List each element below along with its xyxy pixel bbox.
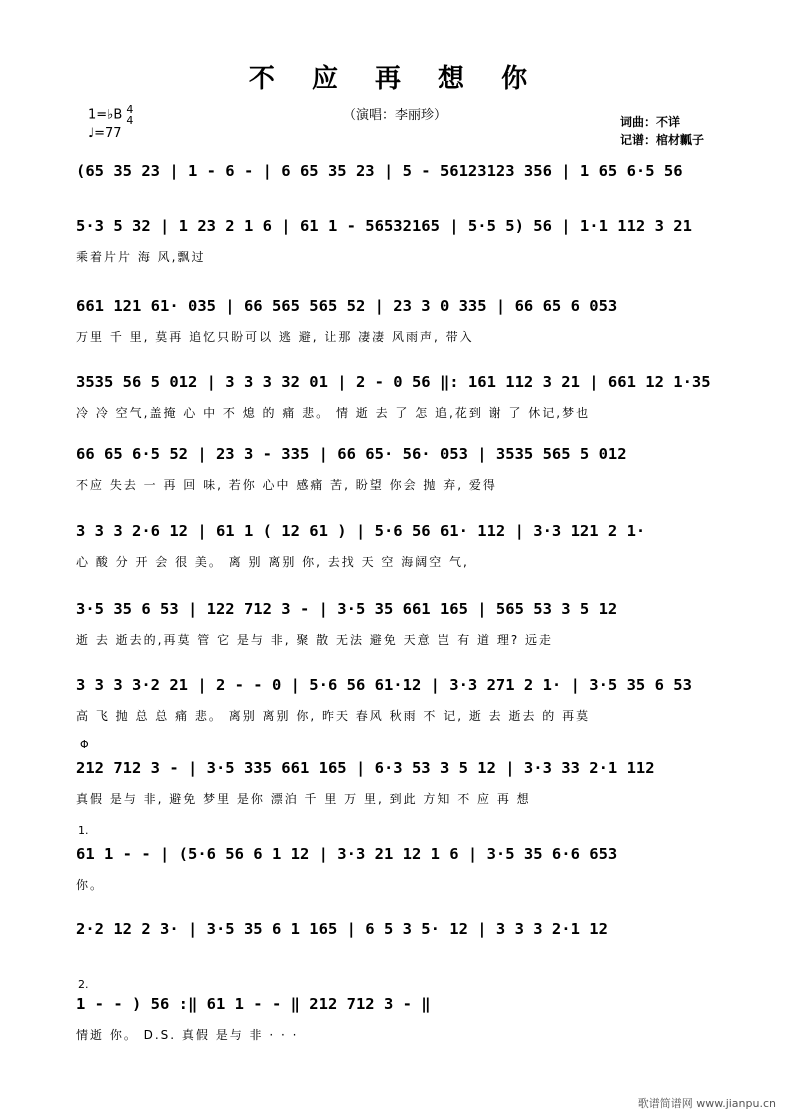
singer-credit: （演唱：李丽珍） — [342, 108, 447, 123]
page-title: 不 应 再 想 你 — [248, 64, 542, 94]
score-row — [76, 153, 726, 189]
notation-line: 2·2 12 2 3· | 3·5 35 6 1 165 | 6 5 3 5· 12 | 3 3 3 2·1 12 — [76, 920, 608, 938]
volta-2-mark: 2. — [78, 978, 89, 991]
score-row — [76, 986, 726, 1042]
score-row — [76, 288, 726, 344]
notation-line: 61 1 - - | (5·6 56 6 1 12 | 3·3 21 12 1 6 | 3·5 35 6·6 653 — [76, 845, 618, 863]
lyric-line: 高 飞 抛 总 总 痛 悲。 离别 离别 你, 昨天 春风 秋雨 不 记, 逝 去 逝去 的 再莫 — [76, 709, 591, 723]
key-prefix: 1= — [88, 107, 108, 123]
score-row — [76, 513, 726, 569]
score-row — [76, 750, 726, 806]
score-row — [76, 591, 726, 647]
notation-line: 66 65 6·5 52 | 23 3 - 335 | 66 65· 56· 053 | 3535 565 5 012 — [76, 445, 627, 463]
transcriber-credit: 记谱：棺材瓤子 — [620, 133, 705, 147]
notation-line: 3535 56 5 012 | 3 3 3 32 01 | 2 - 0 56 ‖: 161 112 3 21 | 661 12 1·35 — [76, 373, 711, 391]
score-row — [76, 436, 726, 492]
score-row — [76, 667, 726, 723]
time-signature-top: 4 — [126, 103, 134, 116]
notation-line: 3 3 3 3·2 21 | 2 - - 0 | 5·6 56 61·12 | 3·3 271 2 1· | 3·5 35 6 53 — [76, 676, 692, 694]
key-note: B — [113, 107, 123, 123]
score-row — [76, 836, 726, 892]
lyric-line: 万里 千 里, 莫再 追忆只盼可以 逃 避, 让那 凄凄 风雨声, 带入 — [76, 330, 474, 344]
notation-line: (65 35 23 | 1 - 6 - | 6 65 35 23 | 5 - 56123123 356 | 1 65 6·5 56 — [76, 162, 683, 180]
notation-line: 5·3 5 32 | 1 23 2 1 6 | 61 1 - 56532165 | 5·5 5) 56 | 1·1 112 3 21 — [76, 217, 692, 235]
time-signature — [126, 104, 133, 126]
notation-line: 1 - - ) 56 :‖ 61 1 - - ‖ 212 712 3 - ‖ — [76, 995, 431, 1013]
lyric-line: 逝 去 逝去的,再莫 管 它 是与 非, 聚 散 无法 避免 天意 岂 有 道 理? 远走 — [76, 633, 554, 647]
key-signature — [88, 104, 133, 141]
notation-line: 212 712 3 - | 3·5 335 661 165 | 6·3 53 3 5 12 | 3·3 33 2·1 112 — [76, 759, 655, 777]
time-signature-bottom: 4 — [126, 114, 134, 127]
lyric-line: 心 酸 分 开 会 很 美。 离 别 离别 你, 去找 天 空 海阔空 气, — [76, 555, 469, 569]
site-watermark: 歌谱简谱网 www.jianpu.cn — [637, 1097, 776, 1110]
score-row — [76, 364, 726, 420]
lyric-line: 情逝 你。 D.S. 真假 是与 非 · · · — [76, 1028, 299, 1042]
notation-line: 661 121 61· 035 | 66 565 565 52 | 23 3 0 335 | 66 65 6 053 — [76, 297, 618, 315]
lyric-line: 真假 是与 非, 避免 梦里 是你 漂泊 千 里 万 里, 到此 方知 不 应 再 想 — [76, 792, 531, 806]
lyric-line: 冷 冷 空气,盖掩 心 中 不 熄 的 痛 悲。 情 逝 去 了 怎 追,花到 谢 了 休记,梦也 — [76, 406, 591, 420]
lyrics-music-credit: 词曲：不详 — [620, 115, 681, 129]
tempo-mark: ♩=77 — [88, 126, 122, 141]
flat-symbol: ♭ — [107, 107, 114, 123]
lyric-line: 不应 失去 一 再 回 味, 若你 心中 感痛 苦, 盼望 你会 抛 弃, 爱得 — [76, 478, 497, 492]
credits — [620, 113, 704, 149]
notation-line: 3 3 3 2·6 12 | 61 1 ( 12 61 ) | 5·6 56 61· 112 | 3·3 121 2 1· — [76, 522, 646, 540]
coda-mark: Φ — [80, 738, 89, 751]
lyric-line: 你。 — [76, 878, 105, 892]
volta-1-mark: 1. — [78, 824, 89, 837]
score-row — [76, 208, 726, 264]
notation-line: 3·5 35 6 53 | 122 712 3 - | 3·5 35 661 165 | 565 53 3 5 12 — [76, 600, 618, 618]
lyric-line: 乘着片片 海 风,飘过 — [76, 250, 206, 264]
score-row — [76, 911, 726, 947]
